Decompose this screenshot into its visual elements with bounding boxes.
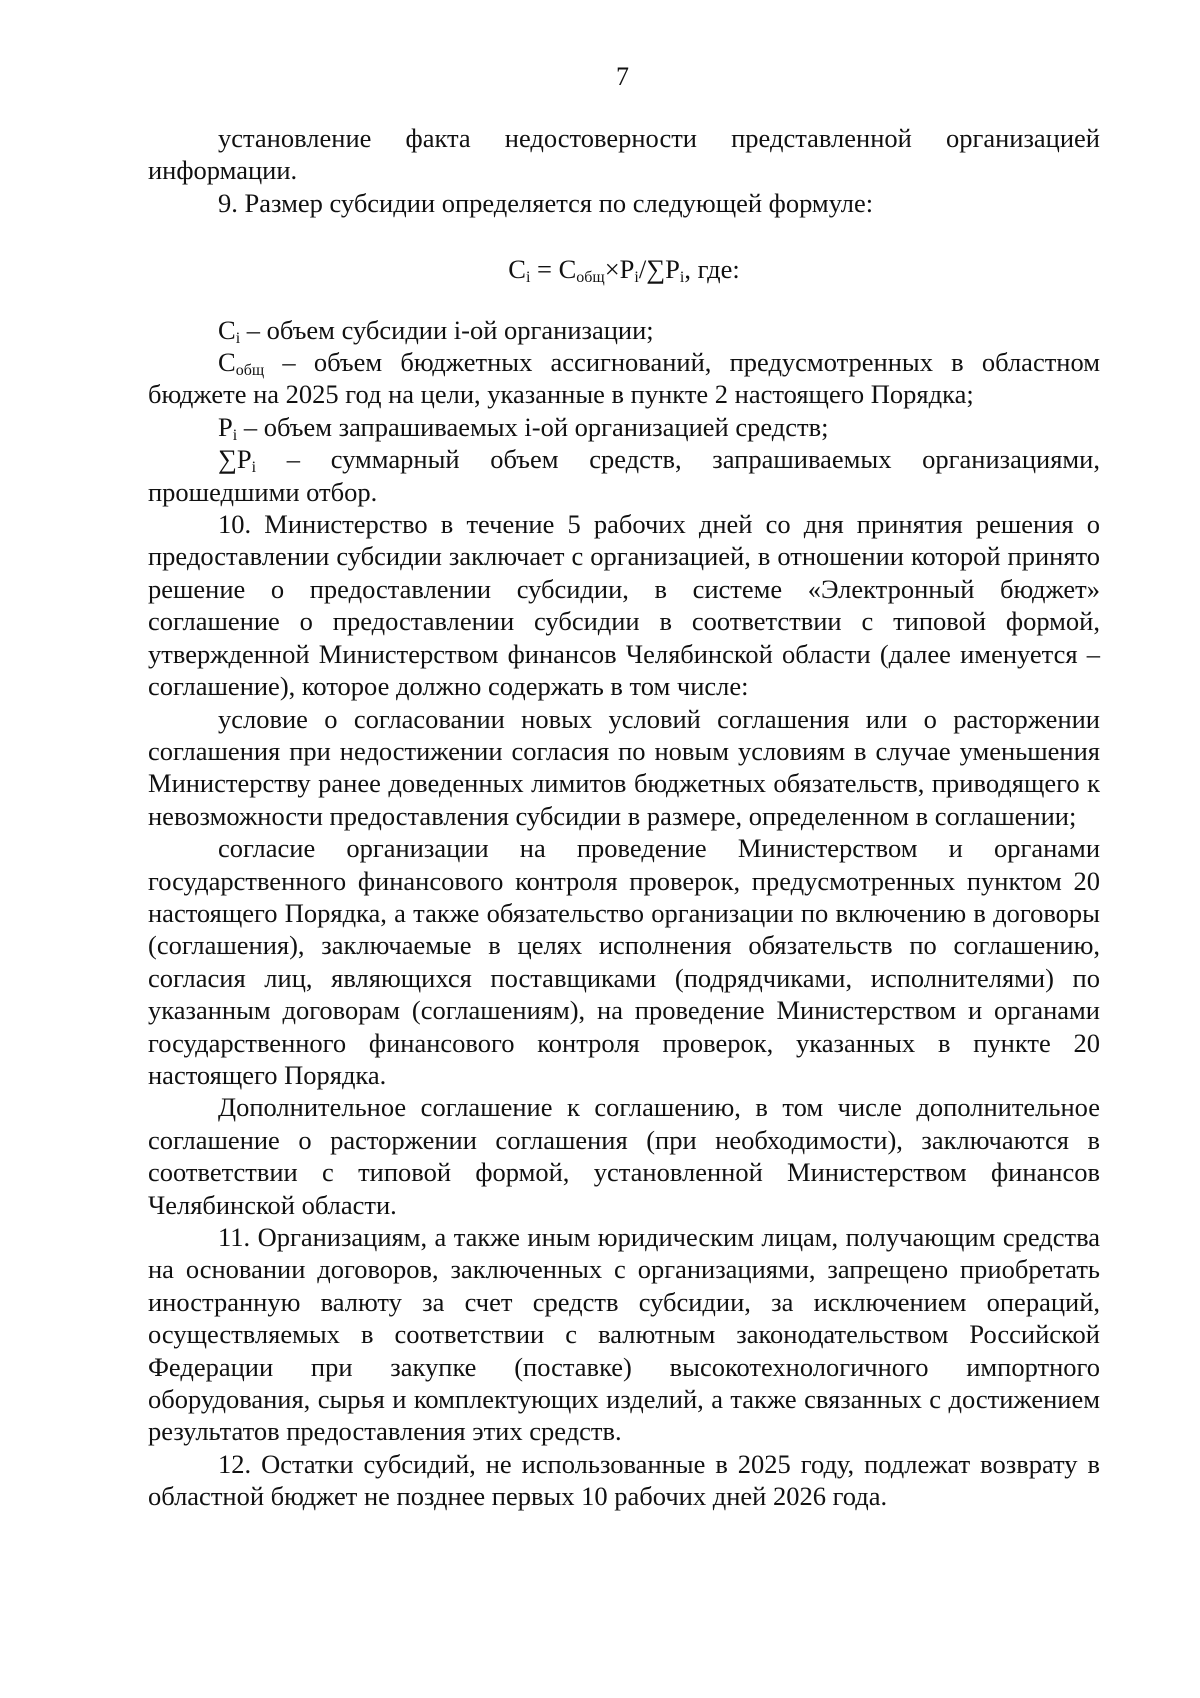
subsidy-formula: $C_i = C_{общ}\times P_i/\sum P_i$, где: [508,254,740,287]
paragraph-10: 10. Министерство в течение 5 рабочих дней со дня принятия решения о предоставлении субсидии заключает с организацией, в отношении которой принято решение о предоставлении субсидии, в системе «Электронный бюджет» соглашение о предоставлении субсидии в соответствии с типовой формой, утвержденной Министерством финансов Челябинской области (далее именуется – соглашение), которое должно содержать в том числе: [148,509,1100,702]
paragraph-additional-agreement: Дополнительное соглашение к соглашению, в том числе дополнительное соглашение о расторжении соглашения (при необходимости), заключаются в соответствии с типовой формой, установленной Министерством финансов Челябинской области. [148,1092,1100,1220]
paragraph-12: 12. Остатки субсидий, не использованные в 2025 году, подлежат возврату в областной бюджет не позднее первых 10 рабочих дней 2026 года. [148,1448,1100,1512]
definition-cobsh: $C_{общ}$ – объем бюджетных ассигнований, предусмотренных в областном бюджете на 2025 год на цели, указанные в пункте 2 настоящего Порядка; [148,347,1100,410]
definition-sum-pi: $\sum P_i$ – суммарный объем средств, запрашиваемых организациями, прошедшими отбор. [148,444,1100,507]
paragraph-11: 11. Организациям, а также иным юридическим лицам, получающим средства на основании договоров, заключенных с организациями, запрещено приобретать иностранную валюту за счет средств субсидии, за исключением операций, осуществляемых в соответствии с валютным законодательством Российской Федерации при закупке (поставке) высокотехнологичного импортного оборудования, сырья и комплектующих изделий, а также связанных с достижением результатов предоставления этих средств. [148,1222,1100,1447]
page-number: 7 [616,62,629,91]
paragraph-condition: условие о согласовании новых условий соглашения или о расторжении соглашения при недостижении согласия по новым условиям в случае уменьшения Министерству ранее доведенных лимитов бюджетных обязательств, приводящего к невозможности предоставления субсидии в размере, определенном в соглашении; [148,703,1100,831]
document-body [148,122,1100,1513]
definition-ci: $C_i$ – объем субсидии i-ой организации; [218,314,654,347]
paragraph-continuation: установление факта недостоверности представленной организацией информации. [148,123,1100,186]
paragraph-consent: согласие организации на проведение Министерством и органами государственного финансового контроля проверок, предусмотренных пунктом 20 настоящего Порядка, а также обязательство организации по включению в договоры (соглашения), заключаемые в целях исполнения обязательств по соглашению, согласия лиц, являющихся поставщиками (подрядчиками, исполнителями) по указанным договорам (соглашениям), на проведение Министерством и органами государственного финансового контроля проверок, указанных в пункте 20 настоящего Порядка. [148,833,1100,1090]
definition-pi: $P_i$ – объем запрашиваемых i-ой организацией средств; [218,411,829,444]
paragraph-9: 9. Размер субсидии определяется по следующей формуле: [218,187,874,218]
